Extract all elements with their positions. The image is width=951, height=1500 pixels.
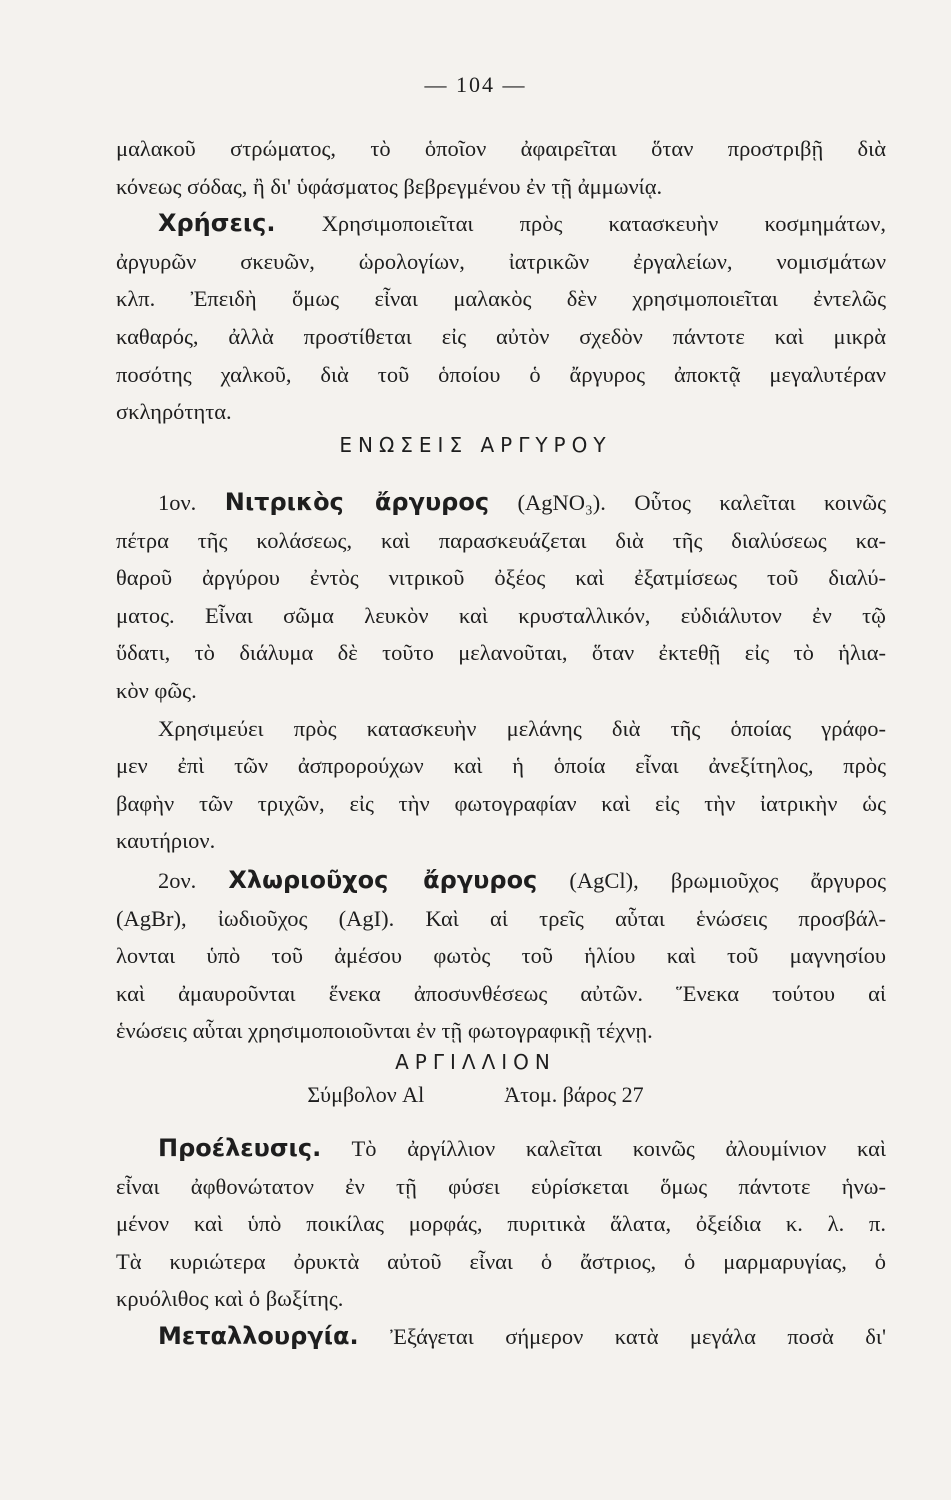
section-head-origin: Προέλευσις. (158, 1134, 322, 1162)
text-line: κρυόλιθος καὶ ὁ βωξίτης. (116, 1286, 344, 1312)
text-block-silver-chloride (116, 862, 886, 1050)
text-line: κὸν φῶς. (116, 677, 197, 703)
heading-aluminium: ΑΡΓΙΛΛΙΟΝ (395, 1050, 556, 1074)
text-line: θαροῦ ἀργύρου ἐντὸς νιτρικοῦ ὀξέος καὶ ἐξατμίσεως τοῦ διαλύ- (116, 565, 886, 591)
item-number: 2ον. (158, 868, 197, 893)
text-line: λονται ὑπὸ τοῦ ἀμέσου φωτὸς τοῦ ἡλίου καὶ τοῦ μαγνησίου (116, 943, 886, 969)
text-span: Ἐξάγεται σήμερον κατὰ μεγάλα ποσὰ δι' (390, 1323, 886, 1349)
text-span: Οὗτος καλεῖται κοινῶς (634, 490, 887, 515)
text-line: μεν ἐπὶ τῶν ἀσπρορούχων καὶ ἡ ὁποία εἶναι ἀνεξίτηλος, πρὸς (116, 753, 886, 779)
text-block-aluminium (116, 1130, 886, 1356)
text-span: Τὸ ἀργίλλιον καλεῖται κοινῶς ἀλουμίνιον καὶ (351, 1136, 886, 1161)
text-line: πέτρα τῆς κολάσεως, καὶ παρασκευάζεται διὰ τῆς διαλύσεως κα- (116, 527, 886, 553)
text-line (116, 484, 886, 522)
text-line: ματος. Εἶναι σῶμα λευκὸν καὶ κρυσταλλικόν, εὐδιάλυτον ἐν τῷ (116, 602, 886, 628)
atomic-weight: Ἀτομ. βάρος 27 (504, 1082, 644, 1107)
page-number: — 104 — (424, 72, 527, 97)
section-head-metallurgy: Μεταλλουργία. (158, 1321, 359, 1350)
text-block-silver (116, 130, 886, 431)
text-line: καθαρός, ἀλλὰ προστίθεται εἰς αὐτὸν σχεδὸν πάντοτε καὶ μικρὰ (116, 323, 886, 349)
text-line: βαφὴν τῶν τριχῶν, εἰς τὴν φωτογραφίαν καὶ εἰς τὴν ἰατρικὴν ὡς (116, 790, 886, 816)
text-line: μένον καὶ ὑπὸ ποικίλας μορφάς, πυριτικὰ ἅλατα, ὀξείδια κ. λ. π. (116, 1211, 886, 1237)
text-line (116, 1130, 886, 1168)
text-line: καὶ ἀμαυροῦνται ἕνεκα ἀποσυνθέσεως αὐτῶν. Ἕνεκα τούτου αἱ (116, 980, 886, 1006)
text-line: (AgBr), ἰωδιοῦχος (AgI). Καὶ αἱ τρεῖς αὗται ἑνώσεις προσβάλ- (116, 905, 886, 931)
text-line: Τὰ κυριώτερα ὀρυκτὰ αὐτοῦ εἶναι ὁ ἄστριος, ὁ μαρμαρυγίας, ὁ (116, 1248, 886, 1274)
text-line: Χρησιμεύει πρὸς κατασκευὴν μελάνης διὰ τῆς ὁποίας γράφο- (158, 715, 886, 741)
text-line: κλπ. Ἐπειδὴ ὅμως εἶναι μαλακὸς δὲν χρησιμοποιεῖται ἐντελῶς (116, 286, 886, 312)
element-symbol: Σύμβολον Al (307, 1082, 425, 1107)
item-number: 1ον. (158, 490, 197, 515)
text-line: ποσότης χαλκοῦ, διὰ τοῦ ὁποίου ὁ ἄργυρος ἀποκτᾷ μεγαλυτέραν (116, 361, 886, 387)
text-line (116, 205, 886, 243)
compound-name: Νιτρικὸς ἄργυρος (224, 488, 490, 516)
text-line: ἑνώσεις αὗται χρησιμοποιοῦνται ἐν τῇ φωτογραφικῇ τέχνῃ. (116, 1018, 653, 1044)
text-line: κόνεως σόδας, ἢ δι' ὑφάσματος βεβρεγμένου ἐν τῇ ἀμμωνίᾳ. (116, 173, 663, 199)
text-line (116, 1318, 886, 1356)
heading-silver-compounds: ΕΝΩΣΕΙΣ ΑΡΓΥΡΟΥ (339, 433, 612, 457)
text-block-silver-nitrate (116, 484, 886, 860)
text-line: εἶναι ἀφθονώτατον ἐν τῇ φύσει εὑρίσκεται ὅμως πάντοτε ἡνω- (116, 1173, 886, 1199)
text-line: ὕδατι, τὸ διάλυμα δὲ τοῦτο μελανοῦται, ὅταν ἐκτεθῇ εἰς τὸ ἡλια- (116, 640, 886, 666)
symbol-line (0, 1082, 951, 1108)
text-line: μαλακοῦ στρώματος, τὸ ὁποῖον ἀφαιρεῖται ὅταν προστριβῇ διὰ (116, 136, 886, 161)
section-head-uses: Χρήσεις. (158, 209, 276, 238)
text-span: (AgCl), βρωμιοῦχος ἄργυρος (569, 868, 887, 893)
text-span: Χρησιμοποιεῖται πρὸς κατασκευὴν κοσμημάτων, (321, 211, 887, 237)
text-line (116, 862, 886, 900)
chemical-formula: (AgNO₃). (517, 490, 606, 515)
text-line: σκληρότητα. (116, 399, 232, 425)
text-line: ἀργυρῶν σκευῶν, ὡρολογίων, ἰατρικῶν ἐργαλείων, νομισμάτων (116, 248, 886, 274)
text-line: καυτήριον. (116, 828, 216, 854)
compound-name: Χλωριοῦχος ἄργυρος (228, 866, 538, 894)
